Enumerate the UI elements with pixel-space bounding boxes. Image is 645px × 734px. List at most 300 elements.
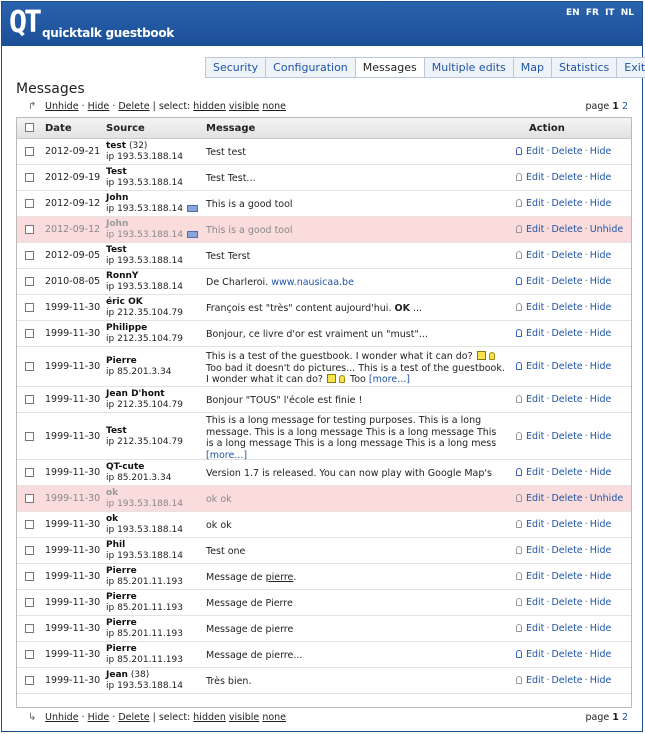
message-text: Test one — [206, 546, 246, 557]
lightbulb-icon — [516, 395, 522, 403]
message-text: This is a good tool — [206, 199, 293, 210]
delete-link[interactable]: Delete — [551, 361, 583, 372]
bulk-arrow-icon: ↱ — [28, 101, 37, 112]
row-date: 1999-11-30 — [45, 545, 101, 556]
row-source — [106, 540, 183, 562]
header-source: Source — [106, 123, 145, 134]
separator: · — [546, 146, 550, 157]
row-actions — [516, 172, 611, 183]
author-ip: ip 193.53.188.14 — [106, 551, 183, 561]
table-row — [17, 486, 631, 512]
separator: · — [584, 302, 588, 313]
tab-configuration[interactable]: Configuration — [266, 58, 356, 77]
author-name: RonnY — [106, 271, 139, 281]
bulk-actions-bottom: ↳ Unhide · Hide · Delete | select: hidden visible none — [28, 712, 287, 723]
separator: · — [584, 361, 588, 372]
language-switcher — [563, 8, 634, 18]
table-header — [17, 118, 631, 139]
message-count: (38) — [130, 670, 150, 680]
delete-link[interactable]: Delete — [551, 276, 583, 287]
delete-link[interactable]: Delete — [551, 571, 583, 582]
delete-link[interactable]: Delete — [551, 675, 583, 686]
lightbulb-icon — [339, 375, 345, 383]
hide-link[interactable]: Hide — [589, 545, 612, 556]
edit-link[interactable]: Edit — [526, 431, 545, 442]
delete-link[interactable]: Delete — [551, 467, 583, 478]
row-message — [206, 415, 506, 461]
row-message — [206, 277, 506, 289]
unhide-link[interactable]: Unhide — [45, 101, 79, 112]
row-actions — [516, 302, 611, 313]
row-actions — [516, 431, 611, 442]
lang-nl[interactable]: NL — [620, 8, 634, 18]
separator: · — [584, 172, 588, 183]
lightbulb-icon — [516, 251, 522, 259]
row-message — [206, 572, 506, 584]
edit-link[interactable]: Edit — [526, 250, 545, 261]
delete-link[interactable]: Delete — [118, 101, 150, 112]
hide-link[interactable]: Hide — [589, 519, 612, 530]
row-date: 1999-11-30 — [45, 361, 101, 372]
row-checkbox[interactable] — [25, 598, 34, 607]
row-checkbox[interactable] — [25, 520, 34, 529]
lightbulb-icon — [516, 329, 522, 337]
author-name: ok — [106, 514, 119, 524]
edit-link[interactable]: Edit — [526, 649, 545, 660]
hide-link[interactable]: Hide — [589, 302, 612, 313]
page-2-link[interactable]: 2 — [621, 712, 628, 723]
separator: · — [546, 172, 550, 183]
hide-link[interactable]: Hide — [589, 146, 612, 157]
row-date: 2012-09-21 — [45, 146, 101, 157]
row-actions — [516, 597, 611, 608]
hide-link[interactable]: Hide — [589, 361, 612, 372]
author-name: Test — [106, 167, 127, 177]
separator: · — [546, 571, 550, 582]
lightbulb-icon — [516, 572, 522, 580]
table-row — [17, 512, 631, 538]
edit-link[interactable]: Edit — [526, 172, 545, 183]
table-row — [17, 269, 631, 295]
message-underline: pierre — [265, 572, 294, 583]
edit-link[interactable]: Edit — [526, 146, 545, 157]
table-row — [17, 387, 631, 413]
lightbulb-icon — [516, 494, 522, 502]
author-ip: ip 85.201.3.34 — [106, 367, 172, 377]
pagination-top — [586, 101, 628, 112]
edit-link[interactable]: Edit — [526, 571, 545, 582]
hide-link[interactable]: Hide — [589, 675, 612, 686]
row-source — [106, 193, 198, 215]
message-text: Test test — [206, 147, 246, 158]
author-name: Jean — [106, 670, 128, 680]
message-ellipsis: ... — [409, 303, 423, 314]
delete-link[interactable]: Delete — [551, 623, 583, 634]
tab-messages[interactable]: Messages — [356, 58, 425, 77]
edit-link[interactable]: Edit — [526, 198, 545, 209]
row-message — [206, 303, 506, 315]
delete-link[interactable]: Delete — [551, 250, 583, 261]
row-checkbox[interactable] — [25, 468, 34, 477]
row-source — [106, 488, 183, 510]
author-ip: ip 193.53.188.14 — [106, 282, 183, 292]
row-source — [106, 245, 183, 267]
row-checkbox[interactable] — [25, 546, 34, 555]
row-actions — [516, 519, 611, 530]
separator: · — [546, 493, 550, 504]
message-text: ok ok — [206, 494, 232, 505]
message-text: Message de — [206, 572, 263, 583]
separator: · — [584, 431, 588, 442]
hide-link[interactable]: Hide — [589, 276, 612, 287]
message-count: (32) — [128, 141, 148, 151]
separator: · — [546, 328, 550, 339]
delete-link[interactable]: Delete — [551, 172, 583, 183]
separator: · — [546, 250, 550, 261]
separator: · — [546, 431, 550, 442]
row-actions — [516, 250, 611, 261]
separator: · — [546, 198, 550, 209]
message-text-3: Too — [350, 374, 366, 385]
separator: · — [584, 146, 588, 157]
delete-link[interactable]: Delete — [551, 328, 583, 339]
lightbulb-icon — [516, 676, 522, 684]
select-none-link[interactable]: none — [262, 712, 287, 723]
hide-link[interactable]: Hide — [589, 623, 612, 634]
lightbulb-icon — [516, 277, 522, 285]
table-row — [17, 590, 631, 616]
tab-security[interactable]: Security — [206, 58, 266, 77]
row-message — [206, 225, 506, 237]
row-message — [206, 173, 506, 185]
row-checkbox[interactable] — [25, 303, 34, 312]
edit-link[interactable]: Edit — [526, 493, 545, 504]
app-window — [1, 1, 643, 732]
app-name: quicktalk guestbook — [42, 26, 174, 40]
row-source — [106, 323, 183, 345]
separator: · — [584, 493, 588, 504]
table-row — [17, 564, 631, 590]
edit-link[interactable]: Edit — [526, 545, 545, 556]
row-source — [106, 356, 171, 378]
page-title: Messages — [16, 81, 85, 97]
header-action: Action — [529, 123, 565, 134]
message-text: Version 1.7 is released. You can now play with Google Map's — [206, 468, 492, 479]
message-text: This is a good tool — [206, 225, 293, 236]
row-checkbox[interactable] — [25, 329, 34, 338]
logo-mark: QT — [9, 5, 40, 40]
table-row — [17, 668, 631, 694]
row-message — [206, 676, 506, 688]
tab-map[interactable]: Map — [514, 58, 552, 77]
author-ip: ip 193.53.188.14 — [106, 525, 183, 535]
lang-en[interactable]: EN — [566, 8, 580, 18]
separator: · — [546, 545, 550, 556]
lightbulb-icon — [516, 520, 522, 528]
delete-link[interactable]: Delete — [551, 649, 583, 660]
row-actions — [516, 276, 611, 287]
select-all-checkbox[interactable] — [25, 123, 34, 132]
select-visible-link[interactable]: visible — [228, 712, 260, 723]
table-row — [17, 217, 631, 243]
author-ip: ip 85.201.11.193 — [106, 655, 183, 665]
message-text: This is a long message for testing purposes. This is a long message. This is a long message This is a long message This is a long message This is a long message This is a long mess — [206, 415, 497, 449]
table-row — [17, 191, 631, 217]
row-actions — [516, 328, 611, 339]
row-source — [106, 219, 198, 241]
row-message — [206, 251, 506, 263]
author-name: test — [106, 141, 127, 151]
row-checkbox[interactable] — [25, 362, 34, 371]
author-name: Pierre — [106, 618, 137, 628]
row-date: 1999-11-30 — [45, 571, 101, 582]
table-row — [17, 460, 631, 486]
hide-link[interactable]: Hide — [589, 394, 612, 405]
select-hidden-link[interactable]: hidden — [193, 712, 226, 723]
row-date: 2012-09-05 — [45, 250, 101, 261]
row-message — [206, 624, 506, 636]
row-date: 2010-08-05 — [45, 276, 101, 287]
table-body — [17, 139, 631, 694]
author-name: John — [106, 193, 129, 203]
message-text: Test Terst — [206, 251, 251, 262]
envelope-icon[interactable] — [187, 231, 198, 238]
edit-link[interactable]: Edit — [526, 328, 545, 339]
hide-link[interactable]: Hide — [589, 172, 612, 183]
lightbulb-icon — [516, 650, 522, 658]
table-row — [17, 347, 631, 387]
table-row — [17, 538, 631, 564]
row-actions — [516, 623, 611, 634]
hide-link[interactable]: Hide — [589, 250, 612, 261]
author-ip: ip 193.53.188.14 — [106, 178, 183, 188]
tab-multiple-edits[interactable]: Multiple edits — [425, 58, 514, 77]
header-date: Date — [45, 123, 72, 134]
author-name: ok — [106, 488, 119, 498]
author-ip: ip 85.201.3.34 — [106, 473, 172, 483]
separator: · — [546, 394, 550, 405]
page-2-link[interactable]: 2 — [621, 101, 628, 112]
row-date: 1999-11-30 — [45, 649, 101, 660]
row-date: 1999-11-30 — [45, 394, 101, 405]
pagination-bottom — [586, 712, 628, 723]
delete-link[interactable]: Delete — [551, 545, 583, 556]
lightbulb-icon — [516, 598, 522, 606]
delete-link[interactable]: Delete — [551, 394, 583, 405]
delete-link[interactable]: Delete — [551, 198, 583, 209]
author-ip: ip 212.35.104.79 — [106, 334, 183, 344]
table-row — [17, 165, 631, 191]
row-date: 1999-11-30 — [45, 597, 101, 608]
author-name: Test — [106, 245, 127, 255]
separator: · — [584, 250, 588, 261]
edit-link[interactable]: Edit — [526, 597, 545, 608]
delete-link[interactable]: Delete — [551, 224, 583, 235]
delete-link[interactable]: Delete — [551, 597, 583, 608]
row-message — [206, 395, 506, 407]
row-checkbox[interactable] — [25, 277, 34, 286]
row-source — [106, 514, 183, 536]
select-visible-link[interactable]: visible — [228, 101, 260, 112]
edit-link[interactable]: Edit — [526, 302, 545, 313]
lightbulb-icon — [516, 225, 522, 233]
row-source — [106, 426, 183, 448]
row-actions — [516, 198, 611, 209]
row-source — [106, 141, 183, 163]
bulk-actions-top: ↱ Unhide · Hide · Delete | select: hidden visible none — [28, 101, 287, 112]
hide-link[interactable]: Hide — [589, 597, 612, 608]
row-checkbox[interactable] — [25, 147, 34, 156]
message-tail: . — [293, 572, 297, 583]
row-checkbox[interactable] — [25, 173, 34, 182]
message-text: Bonjour, ce livre d'or est vraiment un "must"... — [206, 329, 428, 340]
separator: · — [546, 597, 550, 608]
unhide-link[interactable]: Unhide — [589, 224, 624, 235]
lightbulb-icon — [516, 147, 522, 155]
author-ip: ip 193.53.188.14 — [106, 256, 183, 266]
row-message — [206, 520, 506, 532]
author-ip: ip 212.35.104.79 — [106, 437, 183, 447]
author-name: Philippe — [106, 323, 148, 333]
hide-link[interactable]: Hide — [87, 712, 110, 723]
message-text: Message de Pierre — [206, 598, 293, 609]
hide-link[interactable]: Hide — [589, 467, 612, 478]
separator: · — [584, 649, 588, 660]
row-checkbox[interactable] — [25, 624, 34, 633]
unhide-link[interactable]: Unhide — [45, 712, 79, 723]
separator: · — [584, 276, 588, 287]
row-source — [106, 566, 183, 588]
select-label: | select: — [152, 712, 191, 723]
author-ip: ip 193.53.188.14 — [106, 204, 183, 214]
separator: · — [546, 467, 550, 478]
row-source — [106, 670, 183, 692]
row-source — [106, 271, 183, 293]
row-source — [106, 592, 183, 614]
row-checkbox[interactable] — [25, 494, 34, 503]
edit-link[interactable]: Edit — [526, 276, 545, 287]
message-text-2: Too bad it doesn't do pictures... This is a test of the guestbook. I wonder what it can do? — [206, 362, 505, 385]
author-name: Phil — [106, 540, 126, 550]
table-row — [17, 243, 631, 269]
unhide-link[interactable]: Unhide — [589, 493, 624, 504]
row-date: 1999-11-30 — [45, 328, 101, 339]
message-text: François est "très" content aujourd'hui. OK — [206, 303, 410, 314]
more-link[interactable]: [more...] — [368, 374, 410, 385]
hide-link[interactable]: Hide — [589, 198, 612, 209]
row-checkbox[interactable] — [25, 650, 34, 659]
lightbulb-icon — [489, 352, 495, 360]
hide-link[interactable]: Hide — [589, 431, 612, 442]
select-label: | select: — [152, 101, 191, 112]
row-message — [206, 351, 506, 386]
tab-bar — [205, 57, 645, 78]
separator: · — [546, 224, 550, 235]
delete-link[interactable]: Delete — [551, 519, 583, 530]
message-text: De Charleroi. — [206, 277, 269, 288]
delete-link[interactable]: Delete — [551, 302, 583, 313]
lang-fr[interactable]: FR — [585, 8, 599, 18]
row-checkbox[interactable] — [25, 199, 34, 208]
tab-statistics[interactable]: Statistics — [552, 58, 617, 77]
author-name: Pierre — [106, 592, 137, 602]
separator: · — [584, 328, 588, 339]
separator: · — [584, 394, 588, 405]
separator: · — [546, 519, 550, 530]
bulk-arrow-icon: ↳ — [28, 712, 37, 723]
envelope-icon[interactable] — [187, 205, 198, 212]
edit-link[interactable]: Edit — [526, 623, 545, 634]
hide-link[interactable]: Hide — [589, 328, 612, 339]
separator: · — [584, 519, 588, 530]
author-ip: ip 212.35.104.79 — [106, 400, 183, 410]
lightbulb-icon — [516, 303, 522, 311]
row-checkbox[interactable] — [25, 225, 34, 234]
message-text: Message de pierre — [206, 624, 294, 635]
row-source — [106, 389, 183, 411]
message-text: Bonjour "TOUS" l'école est finie ! — [206, 395, 363, 406]
delete-link[interactable]: Delete — [551, 431, 583, 442]
row-date: 2012-09-12 — [45, 224, 101, 235]
row-checkbox[interactable] — [25, 676, 34, 685]
author-ip: ip 193.53.188.14 — [106, 681, 183, 691]
row-checkbox[interactable] — [25, 572, 34, 581]
edit-link[interactable]: Edit — [526, 394, 545, 405]
edit-link[interactable]: Edit — [526, 224, 545, 235]
hide-link[interactable]: Hide — [87, 101, 110, 112]
edit-link[interactable]: Edit — [526, 467, 545, 478]
hide-link[interactable]: Hide — [589, 649, 612, 660]
hide-link[interactable]: Hide — [589, 571, 612, 582]
lightbulb-icon — [516, 362, 522, 370]
edit-link[interactable]: Edit — [526, 361, 545, 372]
lang-it[interactable]: IT — [605, 8, 615, 18]
row-checkbox[interactable] — [25, 251, 34, 260]
edit-link[interactable]: Edit — [526, 519, 545, 530]
messages-table — [16, 117, 632, 708]
message-link[interactable]: www.nausicaa.be — [271, 277, 354, 288]
row-message — [206, 546, 506, 558]
author-name: Test — [106, 426, 127, 436]
edit-link[interactable]: Edit — [526, 675, 545, 686]
message-text: This is a test of the guestbook. I wonder what it can do? — [206, 351, 473, 362]
tab-exit[interactable]: Exit — [624, 61, 645, 74]
row-actions — [516, 571, 611, 582]
table-row — [17, 413, 631, 460]
table-row — [17, 321, 631, 347]
delete-link[interactable]: Delete — [118, 712, 150, 723]
row-message — [206, 199, 506, 211]
row-date: 1999-11-30 — [45, 675, 101, 686]
delete-link[interactable]: Delete — [551, 146, 583, 157]
lightbulb-icon — [516, 546, 522, 554]
header-message: Message — [206, 123, 256, 134]
row-source — [106, 297, 183, 319]
delete-link[interactable]: Delete — [551, 493, 583, 504]
lightbulb-icon — [516, 173, 522, 181]
row-checkbox[interactable] — [25, 395, 34, 404]
row-message — [206, 650, 506, 662]
select-hidden-link[interactable]: hidden — [193, 101, 226, 112]
separator: · — [546, 623, 550, 634]
more-link[interactable]: [more...] — [206, 449, 248, 461]
row-source — [106, 644, 183, 666]
row-message — [206, 598, 506, 610]
select-none-link[interactable]: none — [262, 101, 287, 112]
row-date: 1999-11-30 — [45, 467, 101, 478]
row-checkbox[interactable] — [25, 432, 34, 441]
author-name: Jean D'hont — [106, 389, 165, 399]
